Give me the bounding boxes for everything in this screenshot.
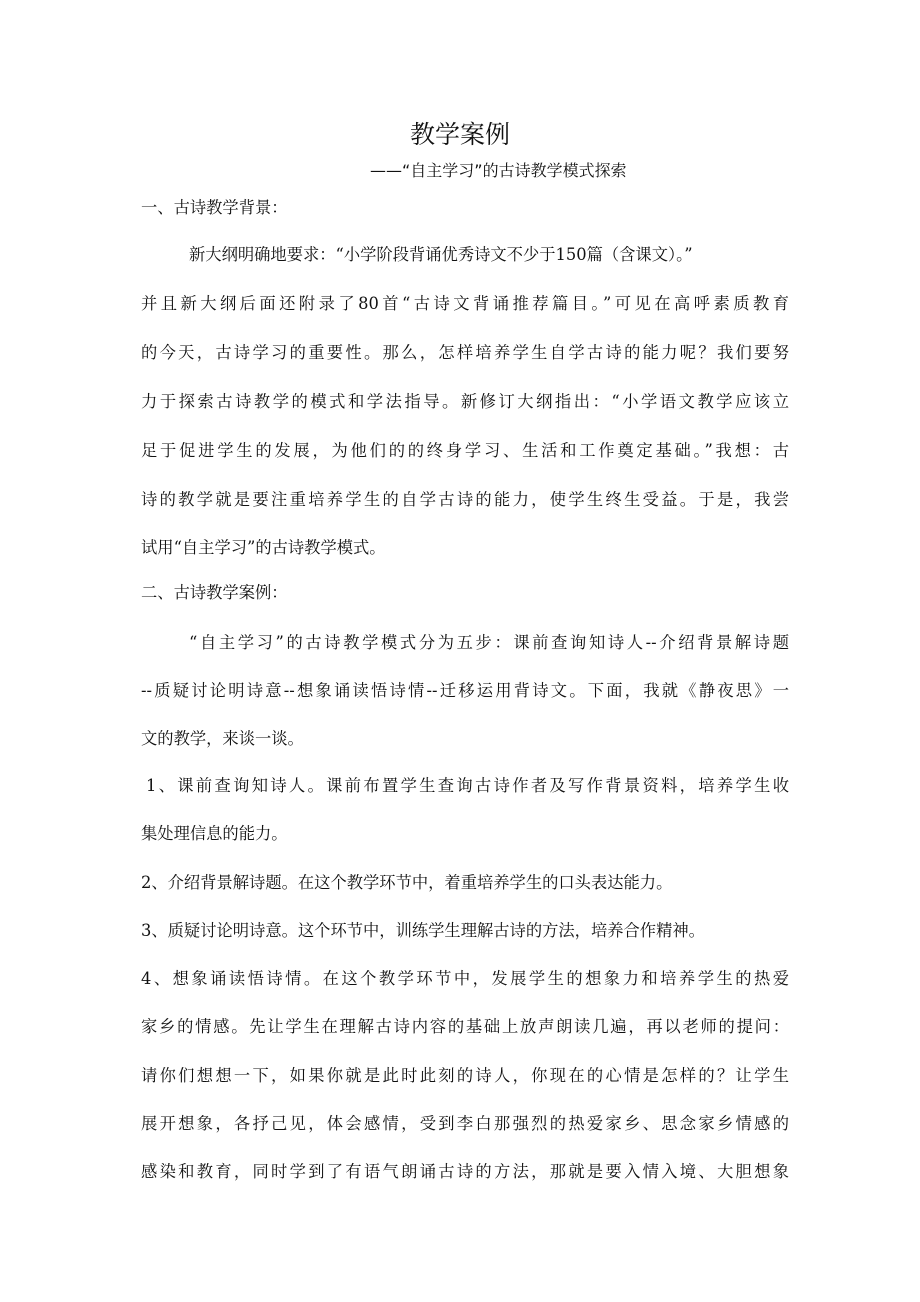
paragraph-line: 并且新大纲后面还附录了80首“古诗文背诵推荐篇目。”可见在高呼素质教育 [141, 294, 789, 313]
paragraph-line: 感染和教育，同时学到了有语气朗诵古诗的方法，那就是要入情入境、大胆想象 [141, 1162, 789, 1181]
section-heading-2: 二、古诗教学案例： [141, 583, 288, 602]
paragraph-line: 足于促进学生的发展，为他们的的终身学习、生活和工作奠定基础。”我想：古 [141, 441, 789, 460]
paragraph-line: “自主学习”的古诗教学模式分为五步：课前查询知诗人--介绍背景解诗题 [189, 633, 789, 652]
paragraph-line: 文的教学，来谈一谈。 [141, 729, 304, 748]
paragraph-line: 新大纲明确地要求：“小学阶段背诵优秀诗文不少于150篇（含课文）。” [189, 245, 693, 264]
list-item-2: 2、介绍背景解诗题。在这个教学环节中，着重培养学生的口头表达能力。 [141, 873, 673, 892]
document-subtitle: ——“自主学习”的古诗教学模式探索 [370, 161, 627, 180]
paragraph-line: 家乡的情感。先让学生在理解古诗内容的基础上放声朗读几遍，再以老师的提问： [141, 1017, 789, 1036]
paragraph-line: 的今天，古诗学习的重要性。那么，怎样培养学生自学古诗的能力呢？我们要努 [141, 343, 789, 362]
paragraph-line: 诗的教学就是要注重培养学生的自学古诗的能力，使学生终生受益。于是，我尝 [141, 490, 789, 509]
paragraph-line: --质疑讨论明诗意--想象诵读悟诗情--迁移运用背诗文。下面，我就《静夜思》一 [141, 681, 789, 700]
paragraph-line: 请你们想想一下，如果你就是此时此刻的诗人，你现在的心情是怎样的？让学生 [141, 1066, 789, 1085]
list-item-3: 3、质疑讨论明诗意。这个环节中，训练学生理解古诗的方法，培养合作精神。 [141, 921, 705, 940]
list-item-4: 4、想象诵读悟诗情。在这个教学环节中，发展学生的想象力和培养学生的热爱 [141, 969, 789, 988]
document-title: 教学案例 [409, 120, 510, 149]
paragraph-line: 展开想象，各抒己见，体会感情，受到李白那强烈的热爱家乡、思念家乡情感的 [141, 1114, 789, 1133]
paragraph-line: 试用“自主学习”的古诗教学模式。 [141, 538, 386, 557]
section-heading-1: 一、古诗教学背景： [141, 198, 288, 217]
paragraph-line: 力于探索古诗教学的模式和学法指导。新修订大纲指出：“小学语文教学应该立 [141, 392, 789, 411]
paragraph-line: 集处理信息的能力。 [141, 824, 288, 843]
list-item-1: 1、课前查询知诗人。课前布置学生查询古诗作者及写作背景资料，培养学生收 [146, 776, 789, 795]
